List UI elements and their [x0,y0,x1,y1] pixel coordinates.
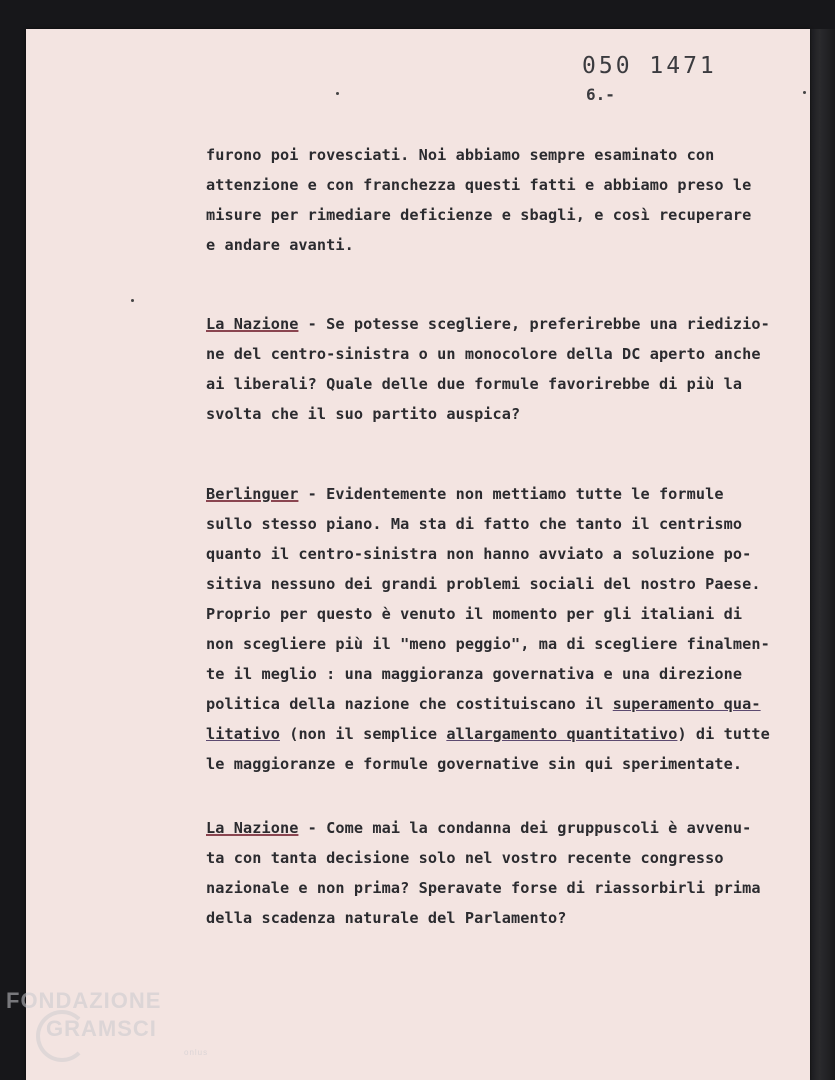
watermark-suffix: onlus [184,1048,209,1057]
ink-speck [336,92,339,95]
paragraph-text: (non il semplice [279,725,447,743]
page-number: 6.- [586,85,615,104]
document-page [26,29,810,1080]
speaker-label: Berlinguer [206,485,299,503]
speaker-label: La Nazione [206,315,299,333]
answer-paragraph [206,479,806,779]
fondazione-gramsci-watermark [6,988,209,1057]
watermark-line2: GRAMSCI [46,1016,157,1041]
speaker-label: La Nazione [206,819,299,837]
underlined-phrase: superamento qua- litativo [206,695,761,743]
paragraph-text: - Se potesse scegliere, preferirebbe una riedizio- ne del centro-sinistra o un monocolore della DC aperto anche ai liberali? Quale delle due formule favorirebbe di più la svolta che il suo partito auspica? [206,315,770,423]
paragraph-text: - Come mai la condanna dei gruppuscoli è avvenu- ta con tanta decisione solo nel vostro recente congresso nazionale e non prima? Speravate forse di riassorbirli prima della scadenza naturale del Parlamento? [206,819,761,927]
paragraph-continuation [206,140,806,260]
underlined-phrase: allargamento quantitativo [446,725,678,743]
paragraph-text: - Evidentemente non mettiamo tutte le formule sullo stesso piano. Ma sta di fatto che tanto il centrismo quanto il centro-sinistra non hanno avviato a soluzione po- sitiva nessuno dei grandi problemi sociali del nostro Paese. Proprio per questo è venuto il momento per gli italiani di non scegliere più il "meno peggio", ma di scegliere finalmen- te il meglio : una maggioranza governativa e una direzione politica della nazione che costituiscano il [206,485,770,713]
paragraph-text: ) di tutte le maggioranze e formule governative sin qui sperimentate. [206,725,770,773]
watermark-line1: FONDAZIONE [6,988,162,1013]
question-paragraph [206,813,806,933]
question-paragraph [206,309,806,429]
ink-speck [803,91,806,94]
ink-speck [131,299,134,302]
gramsci-logo-icon [36,1010,88,1062]
document-number: 050 1471 [582,53,717,79]
paragraph-text: furono poi rovesciati. Noi abbiamo sempre esaminato con attenzione e con franchezza questi fatti e abbiamo preso le misure per rimediare deficienze e sbagli, e così recuperare e andare avanti. [206,146,752,254]
scanner-edge [810,29,835,1080]
